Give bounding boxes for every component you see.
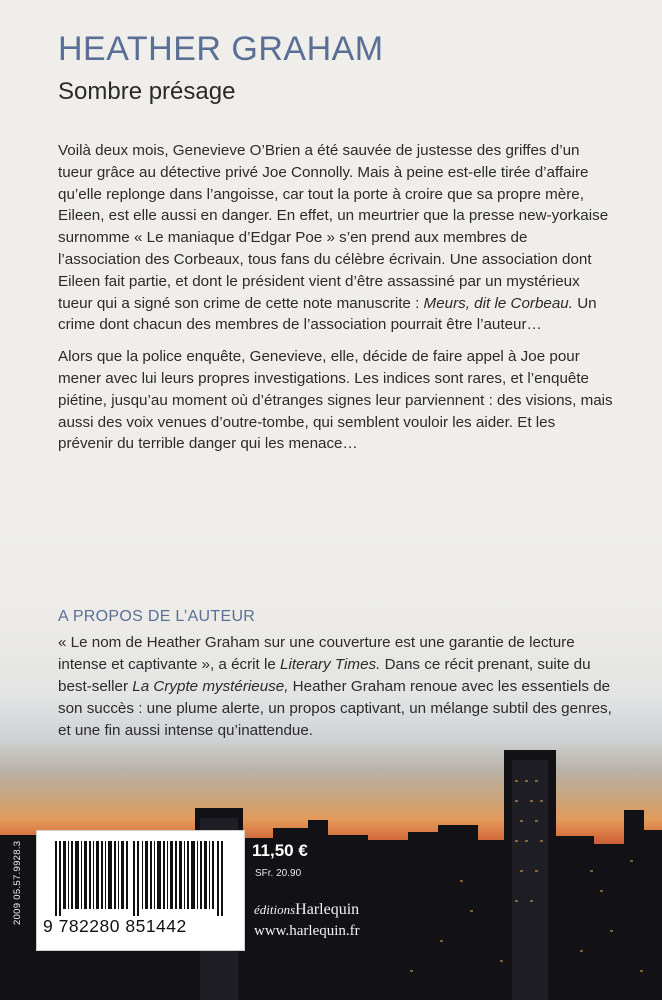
book-title: Sombre présage bbox=[58, 78, 236, 105]
synopsis-paragraph-1 bbox=[58, 140, 614, 336]
book-synopsis bbox=[58, 140, 614, 465]
price-euro: 11,50 € bbox=[252, 841, 308, 860]
about-author-heading: A PROPOS DE L’AUTEUR bbox=[58, 608, 256, 625]
barcode-label bbox=[36, 830, 245, 951]
about-text: « Le nom de Heather Graham sur une couverture est une garantie de lecture intense et captivante », a écrit le bbox=[58, 634, 575, 673]
synopsis-quote: Meurs, dit le Corbeau. bbox=[423, 294, 573, 312]
publisher-website: www.harlequin.fr bbox=[254, 923, 360, 939]
publisher-logo bbox=[254, 901, 359, 919]
about-source: Literary Times. bbox=[280, 656, 381, 673]
publisher-name: Harlequin bbox=[295, 901, 360, 918]
synopsis-paragraph-2: Alors que la police enquête, Genevieve, elle, décide de faire appel à Joe pour mener avec lui leurs propres investigations. Les indices sont rares, et l’enquête piétine, jusqu’au moment où d’étranges signes leur parviennent : des visions, mais aussi des voix venues d’outre-tombe, qui semblent vouloir les aider. Et les prévenir du terrible danger qui les menace… bbox=[58, 348, 613, 453]
about-text: Dans ce récit prenant, suite du best-seller bbox=[58, 656, 591, 695]
synopsis-text: Un crime dont chacun des membres de l’association pourrait être l’auteur… bbox=[58, 294, 597, 334]
about-book-title: La Crypte mystérieuse, bbox=[132, 678, 289, 695]
about-text: Heather Graham renoue avec les essentiels de son succès : une plume alerte, un propos captivant, un mélange subtil des genres, et une fin aussi intense qu’inattendue. bbox=[58, 678, 612, 739]
price-swiss: SFr. 20.90 bbox=[255, 868, 302, 879]
isbn-vertical-code: 2009 05.57.9928.3 bbox=[12, 840, 23, 925]
synopsis-text: Voilà deux mois, Genevieve O’Brien a été sauvée de justesse des griffes d’un tueur grâce au détective privé Joe Connolly. Mais à peine est-elle tirée d’affaire qu’elle replonge dans l’angoisse, car tout la porte à croire que sa propre mère, Eileen, est elle aussi en danger. En effet, un meurtrier que la presse new-yorkaise surnomme « Le maniaque d’Edgar Poe » s’en prend aux membres de l’association des Corbeaux, tous fans du célèbre écrivain. Une association dont Eileen fait partie, et dont le président vient d’être assassiné par un mystérieux tueur qui a signé son crime de cette note manuscrite : bbox=[58, 142, 609, 312]
publisher-prefix: éditions bbox=[254, 902, 296, 917]
barcode-number: 9 782280 851442 bbox=[43, 916, 187, 936]
barcode-bars-icon bbox=[47, 841, 234, 916]
about-author-text bbox=[58, 632, 618, 742]
author-name: HEATHER GRAHAM bbox=[58, 30, 384, 68]
